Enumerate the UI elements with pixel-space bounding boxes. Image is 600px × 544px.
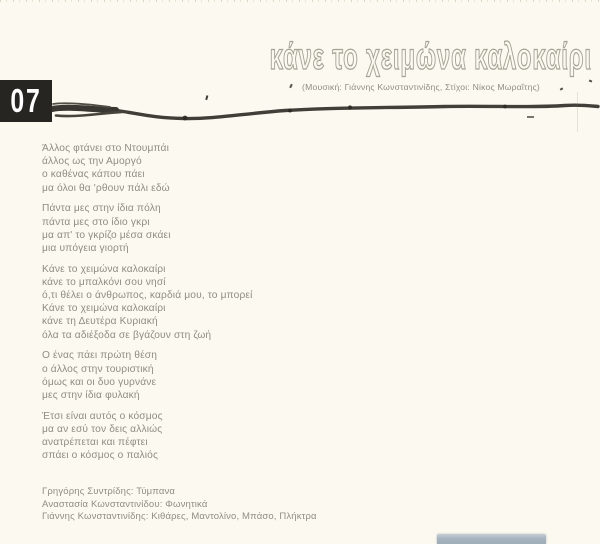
stanza-5 [42,410,253,463]
paper-speck [289,84,293,88]
musician-credit-line: Αναστασία Κωνσταντινίδου: Φωνητικά [42,498,208,510]
lyrics-block [42,142,253,470]
lyric-line: σπάει ο κόσμος ο παλιός [42,450,159,462]
song-title: κάνε το χειμώνα καλοκαίρι [269,37,592,78]
lyric-line: μες στην ίδια φυλακή [42,389,140,401]
lyric-line: ανατρέπεται και πέφτει [42,437,148,449]
scan-top-edge-noise [0,0,600,2]
lyric-line: ο καθένας κάπου πάει [42,169,145,181]
track-number: 07 [10,82,42,119]
lyric-line: Κάνε το χειμώνα καλοκαίρι [42,303,166,315]
lyric-line: μα απ' το γκρίζο μέσα σκάει [42,229,171,241]
lyric-line: μια υπόγεια γιορτή [42,242,129,254]
lyric-line: Έτσι είναι αυτός ο κόσμος [42,410,163,422]
lyric-line: όμως και οι δυο γυρνάνε [42,376,157,388]
lyric-line: Ο ένας πάει πρώτη θέση [42,350,158,362]
scan-crease [577,92,578,132]
lyric-line: κάνε τη Δευτέρα Κυριακή [42,316,158,328]
musician-credit-line: Γιάννης Κωνσταντινίδης: Κιθάρες, Μαντολίνο, Μπάσο, Πλήκτρα [42,511,317,522]
lyric-line: ο άλλος στην τουριστική [42,363,154,375]
lyric-line: Κάνε το χειμώνα καλοκαίρι [42,263,166,275]
stanza-3-chorus [42,263,253,342]
music-lyrics-credit: (Μουσική: Γιάννης Κωνσταντινίδης, Στίχοι: Νίκος Μωραΐτης) [302,82,540,92]
lyric-line: Άλλος φτάνει στο Ντουμπάι [42,143,169,154]
lyric-line: Πάντα μες στην ίδια πόλη [42,203,161,215]
lyric-line: πάντα μες στο ίδιο γκρι [42,216,150,228]
paper-speck [560,87,564,90]
lyric-line: κάνε το μπαλκόνι σου νησί [42,276,166,288]
lyric-line: μα όλοι θα 'ρθουν πάλι εδώ [42,182,170,194]
stanza-2 [42,202,253,255]
lyric-line: όλα τα αδιέξοδα σε βγάζουν στη ζωή [42,329,212,341]
lyric-line: ό,τι θέλει ο άνθρωπος, καρδιά μου, το μπορεί [42,290,253,302]
track-number-badge [0,80,52,122]
lyric-line: άλλος ως την Αμοργό [42,156,142,168]
page-corner-artifact [437,534,546,544]
lyric-line: μα αν εσύ τον δεις αλλιώς [42,423,163,435]
stanza-1 [42,142,253,195]
musician-credits [42,486,317,524]
stanza-4 [42,349,253,402]
paper-speck [527,116,534,118]
ink-brush-line-icon [50,92,600,137]
paper-speck [589,80,593,83]
musician-credit-line: Γρηγόρης Συντρίδης: Τύμπανα [42,486,176,497]
